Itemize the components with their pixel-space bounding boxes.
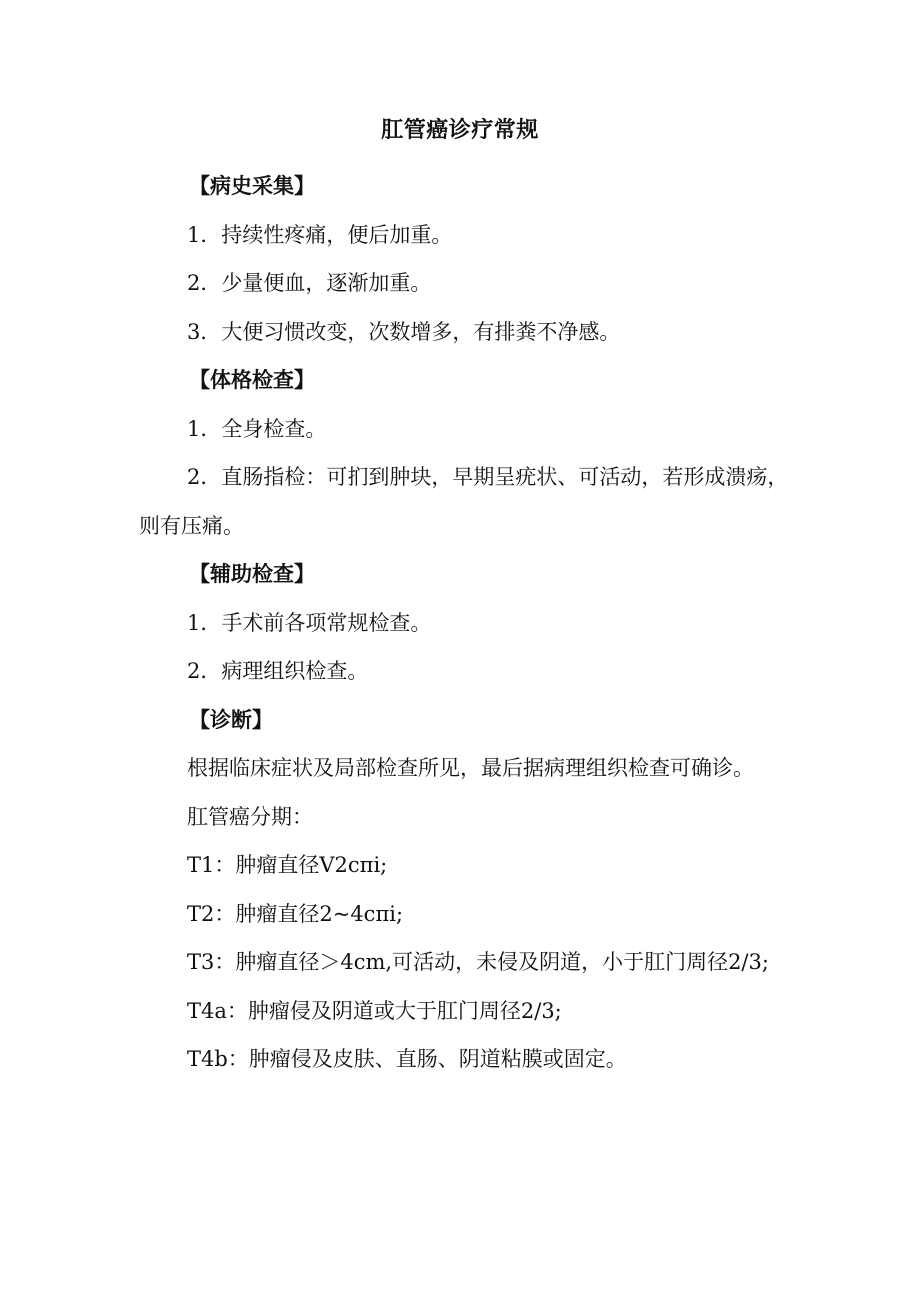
section-heading-diagnosis: 【诊断】 [189,707,273,732]
section-heading-history: 【病史采集】 [189,174,315,198]
section-heading-physical-exam: 【体格检查】 [189,368,315,392]
paragraph: 3．大便习惯改变，次数增多，有排粪不净感。 [187,319,621,344]
section-diagnosis [139,696,789,1084]
paragraph: T1：肿瘤直径V2cπi; [187,853,388,877]
section-heading-auxiliary-exam: 【辅助检查】 [189,562,315,586]
document-title: 肛管癌诊疗常规 [381,118,539,143]
paragraph: 1．手术前各项常规检查。 [187,610,432,635]
paragraph: 2．病理组织检查。 [187,659,369,683]
paragraph: 1．全身检查。 [187,416,327,441]
paragraph: 2．直肠指检：可扪到肿块，早期呈疣状、可活动，若形成溃疡，则有压痛。 [139,465,789,538]
paragraph: T4b：肿瘤侵及皮肤、直肠、阴道粘膜或固定。 [187,1047,627,1071]
paragraph: 肛管癌分期： [187,804,313,829]
section-history [139,162,789,356]
paragraph: T4a：肿瘤侵及阴道或大于肛门周径2/3; [187,998,562,1023]
section-physical-exam [139,356,789,550]
paragraph: T2：肿瘤直径2~4cπi; [187,901,404,926]
paragraph: 2．少量便血，逐渐加重。 [187,271,432,295]
document-body [139,162,789,1084]
paragraph: 1．持续性疼痛，便后加重。 [187,222,453,247]
section-auxiliary-exam [139,550,789,696]
paragraph: 根据临床症状及局部检查所见，最后据病理组织检查可确诊。 [187,756,754,780]
paragraph: T3：肿瘤直径＞4cm,可活动，未侵及阴道，小于肛门周径2/3; [187,950,769,974]
